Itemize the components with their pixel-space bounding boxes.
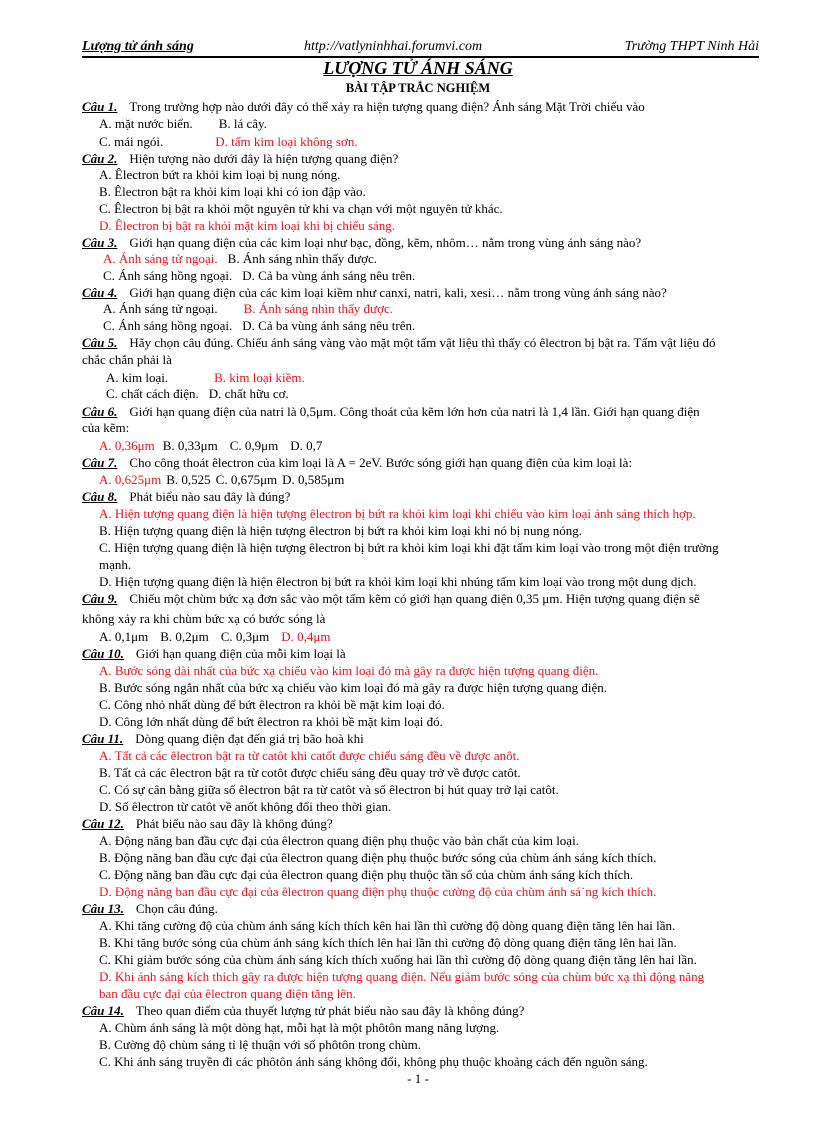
option-d: D. Số êlectron từ catôt về anốt không đổi theo thời gian. bbox=[99, 799, 392, 814]
page-title: LƯỢNG TỬ ÁNH SÁNG bbox=[323, 58, 513, 78]
option-a-answer: A. Hiện tượng quang điện là hiện tượng êlectron bị bứt ra khỏi kim loại khi chiếu vào kim loại ánh sáng thích hợp. bbox=[99, 506, 696, 521]
option-b: B. 0,33μm bbox=[162, 438, 218, 453]
question-6 bbox=[82, 404, 700, 420]
question-4 bbox=[82, 285, 667, 301]
question-text: Chọn câu đúng. bbox=[135, 901, 218, 916]
question-text-continued: của kẽm: bbox=[82, 420, 130, 435]
option-a: A. Chùm ánh sáng là một dòng hạt, mỗi hạt là một phôtôn mang năng lượng. bbox=[99, 1020, 500, 1035]
question-label: Câu 11. bbox=[82, 731, 124, 746]
question-text-continued: không xảy ra khi chùm bức xạ có bước sóng là bbox=[82, 611, 326, 626]
question-12 bbox=[82, 816, 333, 832]
question-text-continued: chắc chắn phải là bbox=[82, 352, 172, 367]
option-c: C. 0,9μm bbox=[229, 438, 279, 453]
question-label: Câu 7. bbox=[82, 455, 118, 470]
option-c: C. mái ngói. bbox=[99, 134, 164, 149]
header-school: Trường THPT Ninh Hải bbox=[624, 39, 759, 54]
option-d: D. 0,7 bbox=[290, 438, 323, 453]
option-b: B. Ánh sáng nhìn thấy được. bbox=[227, 251, 377, 266]
option-b: B. Hiện tượng quang điện là hiện tượng êlectron bị bứt ra khỏi kim loại khi nó bị nung nóng. bbox=[99, 523, 582, 538]
page-subtitle: BÀI TẬP TRẮC NGHIỆM bbox=[345, 81, 491, 95]
question-6-options bbox=[99, 438, 322, 454]
question-text: Cho công thoát êlectron của kim loại là A = 2eV. Bước sóng giới hạn quang điện của kim loại là: bbox=[129, 455, 633, 470]
option-c: C. Hiện tượng quang điện là hiện tượng êlectron bị bứt ra khỏi kim loại khi đặt tấm kim loại vào trong một điện trường bbox=[99, 540, 719, 555]
option-c: C. Khi giảm bước sóng của chùm ánh sáng kích thích xuống hai lần thì cường độ dòng quang điện tăng lên hai lần. bbox=[99, 952, 697, 967]
question-label: Câu 6. bbox=[82, 404, 118, 419]
option-a: A. kim loại. bbox=[106, 370, 169, 385]
option-b: B. Êlectron bật ra khỏi kim loại khi có ion đập vào. bbox=[99, 184, 366, 199]
question-label: Câu 13. bbox=[82, 901, 124, 916]
question-label: Câu 5. bbox=[82, 335, 118, 350]
question-5-options-row1 bbox=[106, 370, 305, 386]
option-b: B. lá cây. bbox=[218, 116, 267, 131]
question-text: Giới hạn quang điện của natri là 0,5μm. Công thoát của kẽm lớn hơn của natri là 1,4 lần. Giới hạn quang điện bbox=[129, 404, 700, 419]
option-a-answer: A. Tất cả các êlectron bật ra từ catôt khi catốt được chiếu sáng đều về được anôt. bbox=[99, 748, 520, 763]
option-d: D. Hiện tượng quang điện là hiện êlectron bị bứt ra khỏi kim loại khi nhúng tấm kim loại vào trong một dung dịch. bbox=[99, 574, 697, 589]
question-10 bbox=[82, 646, 346, 662]
header-url: http://vatlyninhhai.forumvi.com bbox=[304, 39, 483, 54]
option-b: B. 0,525 bbox=[166, 472, 211, 487]
page-header bbox=[82, 38, 759, 58]
option-a-answer: A. 0,36μm bbox=[99, 438, 155, 453]
option-d-answer-continued: ban đầu cực đại của êlectron quang điện tăng lên. bbox=[99, 986, 356, 1001]
option-a: A. mặt nước biển. bbox=[99, 116, 193, 131]
option-c: C. 0,675μm bbox=[215, 472, 278, 487]
question-label: Câu 1. bbox=[82, 99, 118, 114]
question-text: Hãy chọn câu đúng. Chiếu ánh sáng vàng vào mặt một tấm vật liệu thì thấy có êlectron bị bật ra. Tấm vật liệu đó bbox=[129, 335, 716, 350]
question-3-options-row2 bbox=[103, 268, 415, 284]
question-text: Phát biểu nào sau đây là đúng? bbox=[129, 489, 291, 504]
option-d-answer: D. Êlectron bị bật ra khỏi mặt kim loại khi bị chiếu sáng. bbox=[99, 218, 396, 233]
option-c: C. 0,3μm bbox=[220, 629, 270, 644]
question-text: Phát biểu nào sau đây là không đúng? bbox=[135, 816, 333, 831]
question-2 bbox=[82, 151, 398, 167]
question-14 bbox=[82, 1003, 524, 1019]
option-d: D. Công lớn nhất dùng để bứt êlectron ra khỏi bề mặt kim loại đó. bbox=[99, 714, 443, 729]
question-text: Chiếu một chùm bức xạ đơn sắc vào một tấm kẽm có giới hạn quang điện 0,35 μm. Hiện tượng quang điện sẽ bbox=[129, 591, 700, 606]
option-a: A. Khi tăng cường độ của chùm ánh sáng kích thích kên hai lần thì cường độ dòng quang điện tăng lên hai lần. bbox=[99, 918, 676, 933]
question-1 bbox=[82, 99, 645, 115]
option-d: D. chất hữu cơ. bbox=[208, 386, 289, 401]
question-7 bbox=[82, 455, 632, 471]
option-c: C. Khi ánh sáng truyền đi các phôtôn ánh sáng không đổi, không phụ thuộc khoảng cách đến nguồn sáng. bbox=[99, 1054, 648, 1069]
question-1-options-row1 bbox=[99, 116, 267, 132]
question-text: Dòng quang điện đạt đến giá trị bão hoà khi bbox=[135, 731, 364, 746]
question-text: Hiện tượng nào dưới đây là hiện tượng quang điện? bbox=[129, 151, 399, 166]
option-b: B. Động năng ban đầu cực đại của êlectron quang điện phụ thuộc bước sóng của chùm ánh sáng kích thích. bbox=[99, 850, 657, 865]
question-label: Câu 9. bbox=[82, 591, 118, 606]
question-label: Câu 2. bbox=[82, 151, 118, 166]
question-text: Giới hạn quang điện của các kim loại kiềm như canxi, natri, kali, xesi… nằm trong vùng ánh sáng nào? bbox=[129, 285, 667, 300]
option-c: C. Động năng ban đầu cực đại của êlectron quang điện phụ thuộc tần số của chùm ánh sáng kích thích. bbox=[99, 867, 634, 882]
option-b: B. Khi tăng bước sóng của chùm ánh sáng kích thích lên hai lần thì cường độ dòng quang điện tăng lên hai lần. bbox=[99, 935, 677, 950]
option-c: C. Công nhỏ nhất dùng để bứt êlectron ra khỏi bề mặt kim loại đó. bbox=[99, 697, 445, 712]
option-a-answer: A. Bước sóng dài nhất của bức xạ chiếu vào kim loại đó mà gây ra được hiện tượng quang điện. bbox=[99, 663, 599, 678]
question-5-options-row2 bbox=[106, 386, 289, 402]
option-d-answer: D. tấm kim loại không sơn. bbox=[215, 134, 358, 149]
option-d: D. Cả ba vùng ánh sáng nêu trên. bbox=[242, 268, 416, 283]
option-b: B. Cường độ chùm sáng tỉ lệ thuận với số phôtôn trong chùm. bbox=[99, 1037, 421, 1052]
option-d-answer: D. 0,4μm bbox=[281, 629, 331, 644]
option-a: A. Êlectron bứt ra khỏi kim loại bị nung nóng. bbox=[99, 167, 341, 182]
option-c: C. Ánh sáng hồng ngoại. bbox=[103, 268, 233, 283]
option-b: B. Tất cả các êlectron bật ra từ cotôt được chiếu sáng đều quay trở về được catôt. bbox=[99, 765, 521, 780]
question-4-options-row1 bbox=[103, 301, 393, 317]
question-7-options bbox=[99, 472, 344, 488]
question-5 bbox=[82, 335, 715, 351]
page-number: - 1 - bbox=[407, 1071, 429, 1086]
question-label: Câu 8. bbox=[82, 489, 118, 504]
question-text: Giới hạn quang điện của các kim loại như bạc, đồng, kẽm, nhôm… nằm trong vùng ánh sáng nào? bbox=[129, 235, 642, 250]
option-d-answer: D. Động năng ban đầu cực đại của êlectron quang điện phụ thuộc cường độ của chùm ánh sá˙ng kích thích. bbox=[99, 884, 657, 899]
option-a-answer: A. 0,625μm bbox=[99, 472, 162, 487]
question-11 bbox=[82, 731, 364, 747]
option-a: A. Ánh sáng tử ngoại. bbox=[103, 301, 218, 316]
option-c: C. Có sự cân bằng giữa số êlectron bật ra từ catôt và số êlectron bị hút quay trở lại catôt. bbox=[99, 782, 559, 797]
option-b-answer: B. kim loại kiềm. bbox=[214, 370, 305, 385]
option-c: C. chất cách điện. bbox=[106, 386, 199, 401]
option-a-answer: A. Ánh sáng tử ngoại. bbox=[103, 251, 218, 266]
question-8 bbox=[82, 489, 290, 505]
option-a: A. 0,1μm bbox=[99, 629, 149, 644]
option-b-answer: B. Ánh sáng nhìn thấy được. bbox=[243, 301, 393, 316]
question-label: Câu 12. bbox=[82, 816, 124, 831]
question-text: Theo quan điểm của thuyết lượng tử phát biểu nào sau đây là không đúng? bbox=[135, 1003, 525, 1018]
question-3-options-row1 bbox=[103, 251, 377, 267]
question-9-options bbox=[99, 629, 331, 645]
question-13 bbox=[82, 901, 218, 917]
option-d-answer: D. Khi ánh sáng kích thích gây ra được hiện tượng quang điện. Nếu giảm bước sóng của chùm bức xạ thì động năng bbox=[99, 969, 705, 984]
option-b: B. Bước sóng ngắn nhất của bức xạ chiếu vào kim loại đó mà gây ra được hiện tượng quang điện. bbox=[99, 680, 608, 695]
option-b: B. 0,2μm bbox=[160, 629, 209, 644]
question-text: Trong trường hợp nào dưới đây có thể xảy ra hiện tượng quang điện? Ánh sáng Mặt Trời chiếu vào bbox=[129, 99, 645, 114]
option-c: C. Êlectron bị bật ra khỏi một nguyên tử khi va chạn với một nguyên tử khác. bbox=[99, 201, 503, 216]
option-a: A. Động năng ban đầu cực đại của êlectron quang điện phụ thuộc vào bản chất của kim loại. bbox=[99, 833, 579, 848]
question-label: Câu 10. bbox=[82, 646, 124, 661]
option-c: C. Ánh sáng hồng ngoại. bbox=[103, 318, 233, 333]
option-d: D. 0,585μm bbox=[282, 472, 345, 487]
question-label: Câu 3. bbox=[82, 235, 118, 250]
question-label: Câu 4. bbox=[82, 285, 118, 300]
question-label: Câu 14. bbox=[82, 1003, 124, 1018]
question-text: Giới hạn quang điện của mỗi kim loại là bbox=[135, 646, 346, 661]
question-4-options-row2 bbox=[103, 318, 415, 334]
option-d: D. Cả ba vùng ánh sáng nêu trên. bbox=[242, 318, 416, 333]
question-3 bbox=[82, 235, 641, 251]
header-left-title: Lượng tử ánh sáng bbox=[82, 39, 194, 54]
option-c-continued: mạnh. bbox=[99, 557, 132, 572]
question-9 bbox=[82, 591, 700, 607]
question-1-options-row2 bbox=[99, 134, 358, 150]
